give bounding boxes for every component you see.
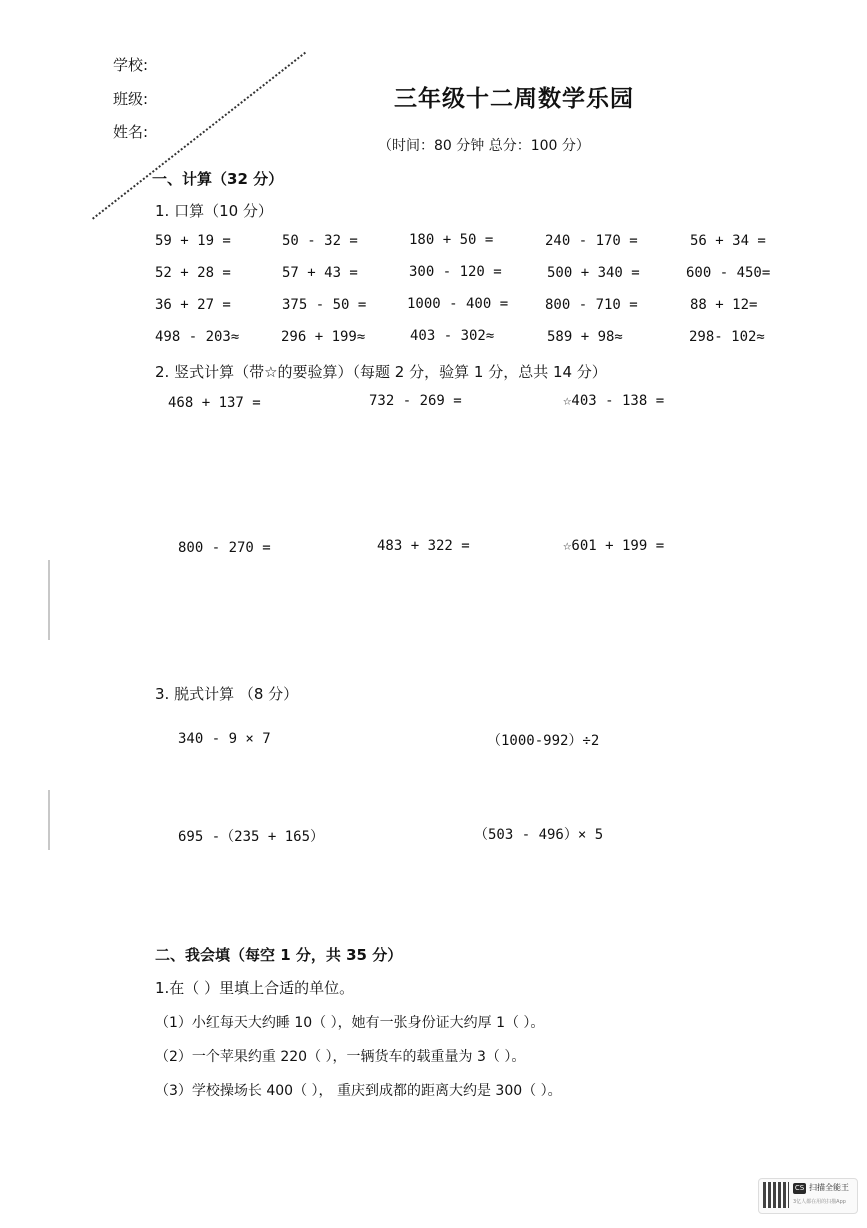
fill-unit-item: （3）学校操场长 400（ ）， 重庆到成都的距离大约是 300（ ）。 <box>155 1083 562 1099</box>
fill-unit-item: （1）小红每天大约睡 10（ ），她有一张身份证大约厚 1（ ）。 <box>155 1015 545 1031</box>
oral-item: 800 - 710 = <box>545 297 638 313</box>
oral-item: 180 + 50 = <box>409 232 494 248</box>
vertical-heading: 2. 竖式计算（带☆的要验算）（每题 2 分，验算 1 分，总共 14 分） <box>155 363 607 381</box>
stepwise-item: 695 -（235 + 165） <box>178 829 325 845</box>
scanner-name: 扫描全能王 <box>809 1183 849 1192</box>
vertical-item: 483 + 322 = <box>377 538 470 554</box>
stepwise-item: 340 - 9 × 7 <box>178 731 271 747</box>
oral-item: 56 + 34 = <box>690 233 766 249</box>
oral-item: 36 + 27 = <box>155 297 231 313</box>
oral-item: 300 - 120 = <box>409 264 502 280</box>
oral-item: 375 - 50 = <box>282 297 367 313</box>
oral-item: 298- 102≈ <box>689 329 765 345</box>
fill-unit-prompt: 1.在（ ）里填上合适的单位。 <box>155 979 355 997</box>
scanner-watermark <box>758 1178 858 1214</box>
fill-unit-item: （2）一个苹果约重 220（ ），一辆货车的载重量为 3（ ）。 <box>155 1049 526 1065</box>
section1-heading: 一、计算（32 分） <box>152 170 284 188</box>
vertical-item: 800 - 270 = <box>178 540 271 556</box>
vertical-item: 468 + 137 = <box>168 395 261 411</box>
oral-item: 600 - 450= <box>686 265 771 281</box>
exam-info: （时间：80 分钟 总分：100 分） <box>378 138 590 154</box>
oral-item: 240 - 170 = <box>545 233 638 249</box>
oral-item: 500 + 340 = <box>547 265 640 281</box>
scan-edge-mark <box>48 560 50 640</box>
oral-item: 59 + 19 = <box>155 233 231 249</box>
page-title: 三年级十二周数学乐园 <box>394 86 634 112</box>
oral-item: 50 - 32 = <box>282 233 358 249</box>
oral-heading: 1. 口算（10 分） <box>155 202 273 220</box>
vertical-item: ☆403 - 138 = <box>563 393 665 409</box>
school-label: 学校: <box>113 56 149 74</box>
oral-item: 589 + 98≈ <box>547 329 623 345</box>
scan-edge-mark <box>48 790 50 850</box>
oral-item: 57 + 43 = <box>282 265 358 281</box>
stepwise-item: （1000-992）÷2 <box>487 733 600 749</box>
section2-heading: 二、我会填（每空 1 分，共 35 分） <box>155 946 403 964</box>
oral-item: 403 - 302≈ <box>410 328 495 344</box>
stepwise-item: （503 - 496）× 5 <box>474 827 604 843</box>
vertical-item: ☆601 + 199 = <box>563 538 665 554</box>
oral-item: 498 - 203≈ <box>155 329 240 345</box>
oral-item: 52 + 28 = <box>155 265 231 281</box>
qr-code-icon <box>763 1182 789 1208</box>
oral-item: 88 + 12= <box>690 297 758 313</box>
scanner-tagline: 3亿人都在用的扫描App <box>793 1199 846 1205</box>
oral-item: 1000 - 400 = <box>407 296 509 312</box>
class-label: 班级: <box>113 90 149 108</box>
vertical-item: 732 - 269 = <box>369 393 462 409</box>
stepwise-heading: 3. 脱式计算 （8 分） <box>155 685 299 703</box>
oral-item: 296 + 199≈ <box>281 329 366 345</box>
name-label: 姓名: <box>113 123 149 141</box>
scanner-logo: CS <box>794 1184 805 1192</box>
